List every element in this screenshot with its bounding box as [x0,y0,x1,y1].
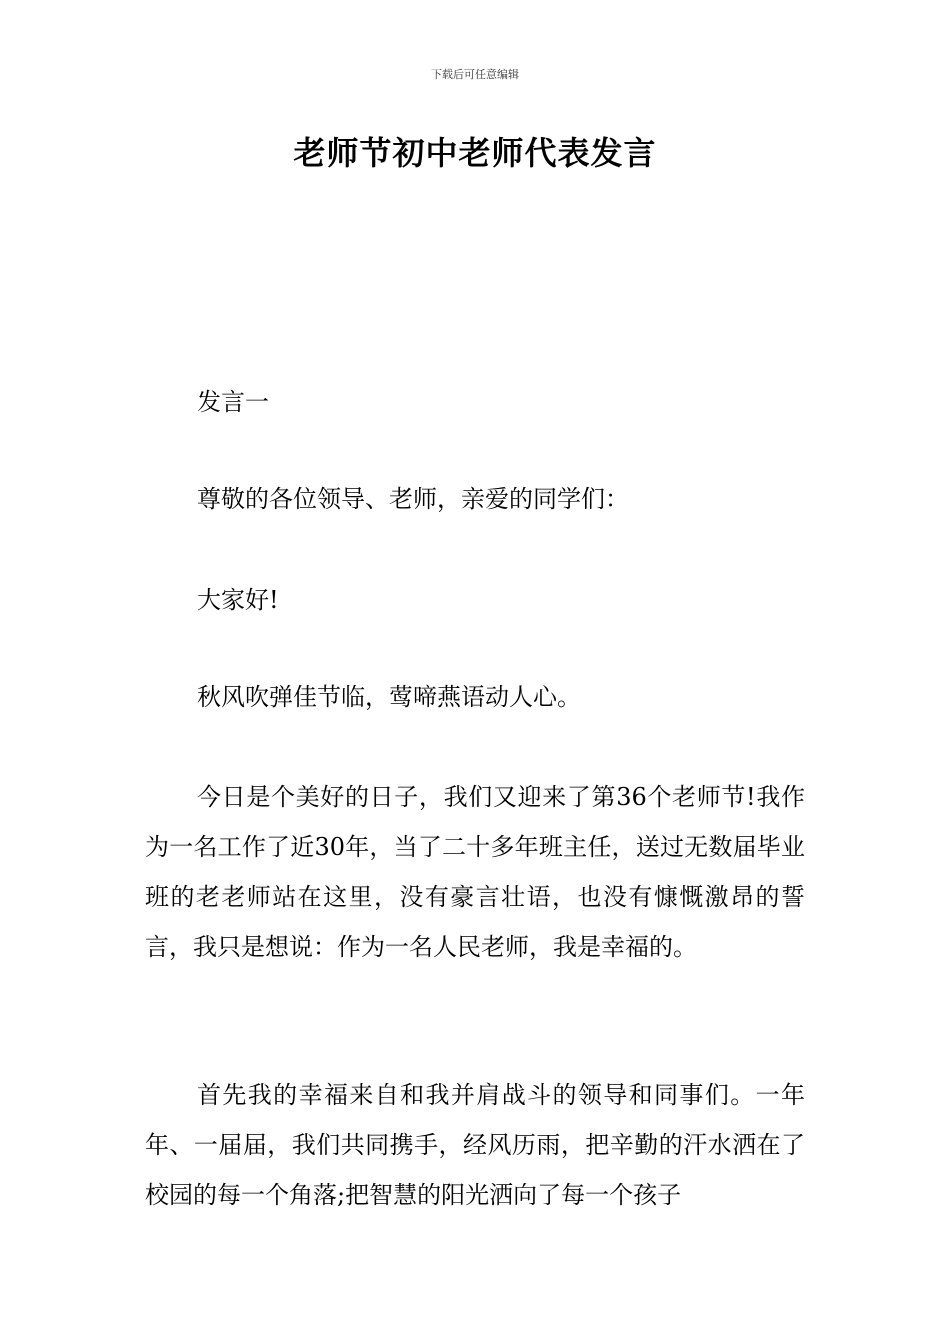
paragraph-greeting: 大家好! [197,586,279,614]
page-title: 老师节初中老师代表发言 [293,134,657,172]
header-note: 下载后可任意编辑 [431,68,519,81]
paragraph-heading: 发言一 [197,388,269,416]
paragraph-body-1: 今日是个美好的日子，我们又迎来了第36个老师节!我作为一名工作了近30年，当了二十多年班主任，送过无数届毕业班的老老师站在这里，没有豪言壮语，也没有慷慨激昂的誓言，我只是想说：作为一名人民老师，我是幸福的。 [145,783,805,961]
paragraph-opening-verse: 秋风吹弹佳节临，莺啼燕语动人心。 [197,683,581,711]
paragraph-salutation: 尊敬的各位领导、老师，亲爱的同学们： [197,485,629,513]
paragraph-body-2: 首先我的幸福来自和我并肩战斗的领导和同事们。一年年、一届届，我们共同携手，经风历雨，把辛勤的汗水洒在了校园的每一个角落;把智慧的阳光洒向了每一个孩子 [145,1081,805,1209]
